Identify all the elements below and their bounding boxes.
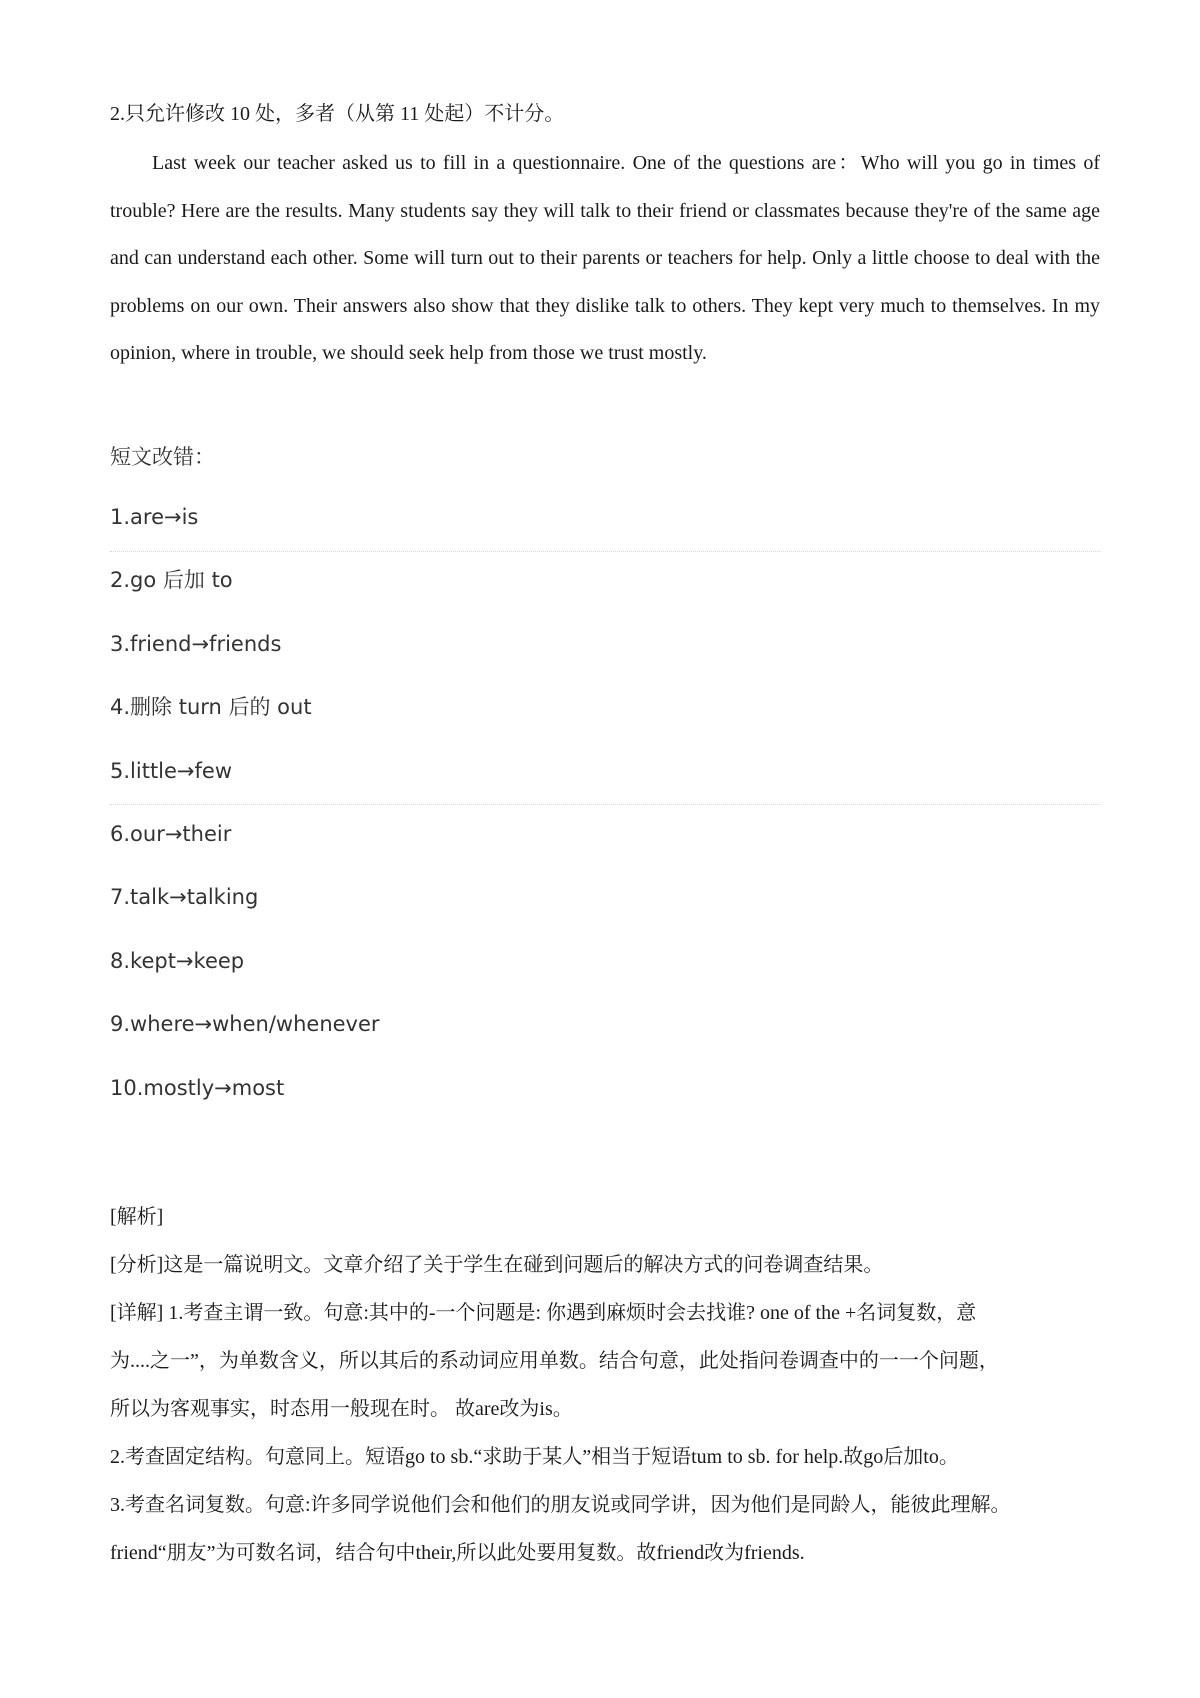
passage-text: Last week our teacher asked us to fill in a questionnaire. One of the questions are：Who will you go in times of trouble? Here are the results. Many students say they will talk to their friend or classmates because they're of the same age and can understand each other. Some will turn out to their parents or teachers for help. Only a little choose to deal with the problems on our own. Their answers also show that they dislike talk to others. They kept very much to themselves. In my opinion, where in trouble, we should seek help from those we trust mostly. (110, 152, 1100, 364)
answer-item-6: 6.our→their (110, 821, 232, 846)
analysis-section (110, 1193, 1100, 1577)
answer-item-1: 1.are→is (110, 505, 199, 529)
answer-item-3: 3.friend→friends (110, 631, 282, 656)
answer-item-5: 5.little→few (110, 758, 233, 783)
analysis-line: 为....之一”，为单数含义，所以其后的系动词应用单数。结合句意，此处指问卷调查中的一一个问题， (110, 1350, 999, 1372)
answer-item-2: 2.go 后加 to (110, 568, 233, 593)
answer-item-4: 4.删除 turn 后的 out (110, 695, 312, 720)
analysis-line: 2.考查固定结构。句意同上。短语go to sb.“求助于某人”相当于短语tum to sb. for help.故go后加to。 (110, 1446, 959, 1468)
analysis-line: [详解] 1.考查主谓一致。句意:其中的-一个问题是: 你遇到麻烦时会去找谁? one of the +名词复数，意 (110, 1302, 977, 1324)
analysis-line: 所以为客观事实，时态用一般现在时。 故are改为is。 (110, 1398, 573, 1420)
answer-item-8: 8.kept→keep (110, 948, 245, 973)
rule-note: 2.只允许修改 10 处，多者（从第 11 处起）不计分。 (110, 103, 565, 125)
answer-item-10: 10.mostly→most (110, 1075, 285, 1100)
dotted-divider (110, 804, 1100, 805)
answer-item-9: 9.where→when/whenever (110, 1012, 380, 1037)
analysis-line: 3.考查名词复数。句意:许多同学说他们会和他们的朋友说或同学讲，因为他们是同龄人，能彼此理解。 (110, 1494, 1011, 1516)
answers-title: 短文改错： (110, 445, 215, 469)
dotted-divider (110, 551, 1100, 552)
analysis-heading: [解析] (110, 1206, 164, 1228)
analysis-line: friend“朋友”为可数名词，结合句中their,所以此处要用复数。故friend改为friends. (110, 1542, 805, 1564)
analysis-line: [分析]这是一篇说明文。文章介绍了关于学生在碰到问题后的解决方式的问卷调查结果。 (110, 1254, 884, 1276)
answer-list (110, 502, 1100, 1136)
answer-item-7: 7.talk→talking (110, 885, 259, 910)
